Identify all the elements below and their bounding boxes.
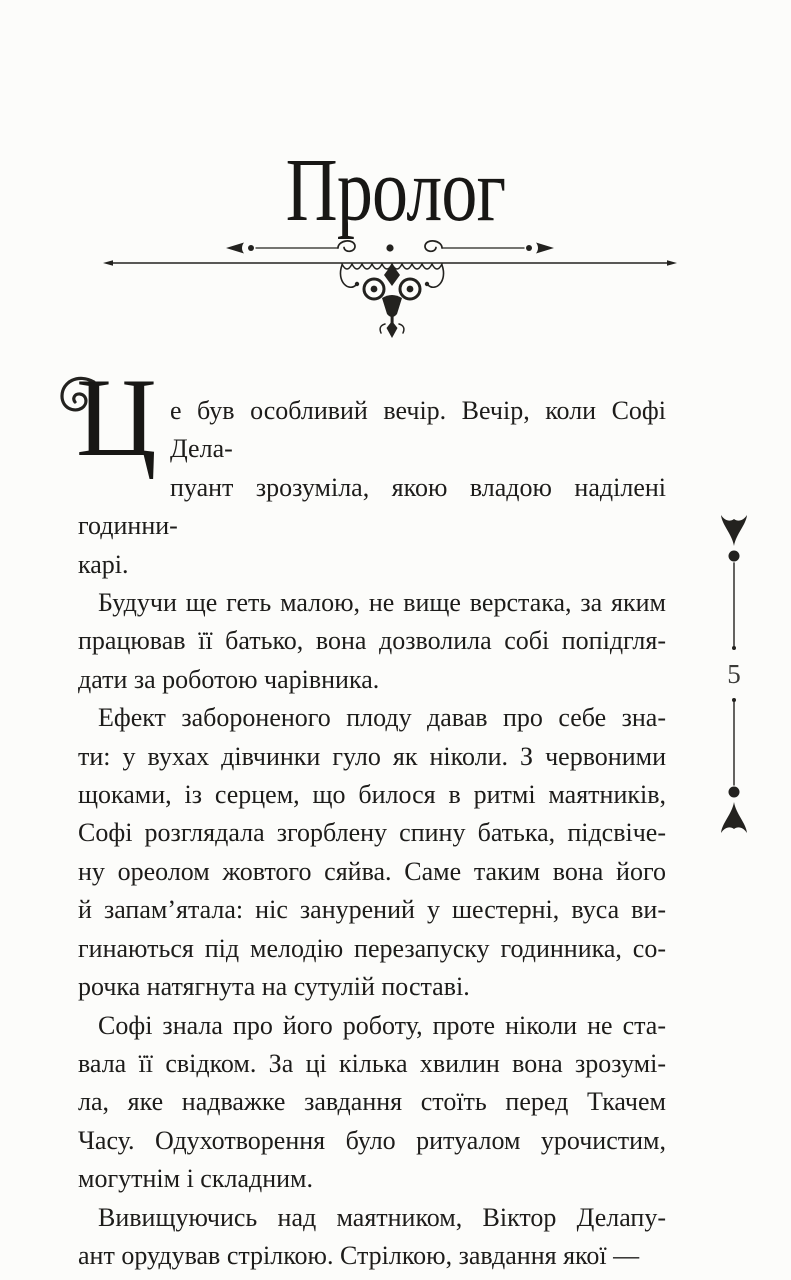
text-line: й запам’ятала: ніс занурений у шестерні, вуса ви- bbox=[78, 895, 666, 925]
pendant-ornament-icon bbox=[340, 264, 443, 338]
paragraphs bbox=[76, 356, 666, 1275]
text-line: ти: у вухах дівчинки гуло як ніколи. З червоними bbox=[78, 741, 666, 771]
drop-cap-letter: Ц bbox=[76, 356, 157, 480]
text-line: ла, яке надважке завдання стоїть перед Ткачем bbox=[78, 1087, 666, 1117]
text-line: дати за роботою чарівника. bbox=[78, 664, 380, 694]
text-line: Часу. Одухотворення було ритуалом урочистим, bbox=[78, 1125, 666, 1155]
header-ornament bbox=[95, 238, 695, 342]
text-line: Софі знала про його роботу, проте ніколи не ста- bbox=[98, 1010, 666, 1040]
text-line: могутнім і складним. bbox=[78, 1164, 313, 1194]
text-line: працював її батько, вона дозволила собі попідгля- bbox=[78, 626, 666, 656]
text-line: гинаються під мелодію перезапуску годинника, со- bbox=[78, 933, 666, 963]
text-line: ну ореолом жовтого сяйва. Саме таким вона його bbox=[78, 856, 666, 886]
chapter-title: Пролог bbox=[285, 141, 506, 240]
drop-cap bbox=[76, 356, 170, 480]
text-line: е був особливий вечір. Вечір, коли Софі Дела- bbox=[170, 396, 666, 464]
text-line: вала її свідком. За ці кілька хвилин вона зрозумі- bbox=[78, 1048, 666, 1078]
margin-ornament bbox=[715, 512, 753, 852]
body-text bbox=[76, 356, 666, 1275]
text-line: ант орудував стрілкою. Стрілкою, завдання якої — bbox=[78, 1240, 640, 1270]
text-line: Вивищуючись над маятником, Віктор Делапу- bbox=[98, 1202, 666, 1232]
text-line: Ефект забороненого плоду давав про себе зна- bbox=[98, 703, 666, 733]
text-line: рочка натягнута на сутулій поставі. bbox=[78, 972, 470, 1002]
margin-rule-top-icon bbox=[719, 512, 749, 654]
text-line: Софі розглядала згорблену спину батька, підсвіче- bbox=[78, 818, 666, 848]
margin-rule-bottom-icon bbox=[719, 694, 749, 836]
text-line: щоками, із серцем, що билося в ритмі маятників, bbox=[78, 780, 666, 810]
page-number: 5 bbox=[727, 659, 741, 689]
text-line: Будучи ще геть малою, не вище верстака, за яким bbox=[98, 588, 666, 618]
swirl-rule-icon bbox=[226, 241, 554, 254]
long-rule-icon bbox=[103, 260, 677, 265]
text-line: пуант зрозуміла, якою владою наділені годинни- bbox=[78, 472, 666, 541]
text-line: карі. bbox=[78, 549, 129, 579]
